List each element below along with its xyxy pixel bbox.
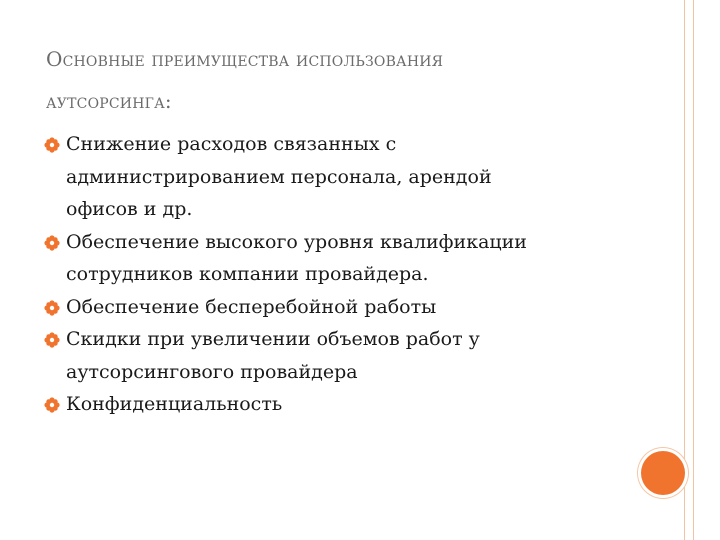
bullet-line: аутсорсингового провайдера (66, 360, 358, 383)
bullet-line: Обеспечение бесперебойной работы (66, 295, 437, 318)
bullet-line: Конфиденциальность (66, 393, 283, 415)
bullet-line: офисов и др. (66, 198, 193, 220)
flower-gear-icon (44, 235, 60, 251)
bullet-line: Скидки при увеличении объемов работ у (66, 328, 480, 350)
slide-title-line-2: аутсорсинга: (46, 89, 172, 113)
slide-title (46, 38, 646, 122)
flower-gear-icon (44, 300, 60, 316)
bullet-item (44, 323, 604, 388)
bullet-line: сотрудников компании провайдера. (66, 263, 429, 285)
bullet-line: Обеспечение высокого уровня квалификации (66, 230, 527, 253)
bullet-item (44, 388, 604, 421)
bullet-line: Снижение расходов связанных с (66, 133, 397, 155)
flower-gear-icon (44, 332, 60, 348)
bullet-item (44, 226, 604, 291)
decorative-rail (684, 0, 694, 540)
slide-title-line-1: Основные преимущества использования (46, 47, 444, 71)
bullet-line: администрированием персонала, арендой (66, 165, 492, 188)
flower-gear-icon (44, 397, 60, 413)
bullet-list (44, 128, 604, 421)
decorative-circle (641, 451, 685, 495)
flower-gear-icon (44, 137, 60, 153)
bullet-item (44, 128, 604, 226)
bullet-item (44, 291, 604, 324)
